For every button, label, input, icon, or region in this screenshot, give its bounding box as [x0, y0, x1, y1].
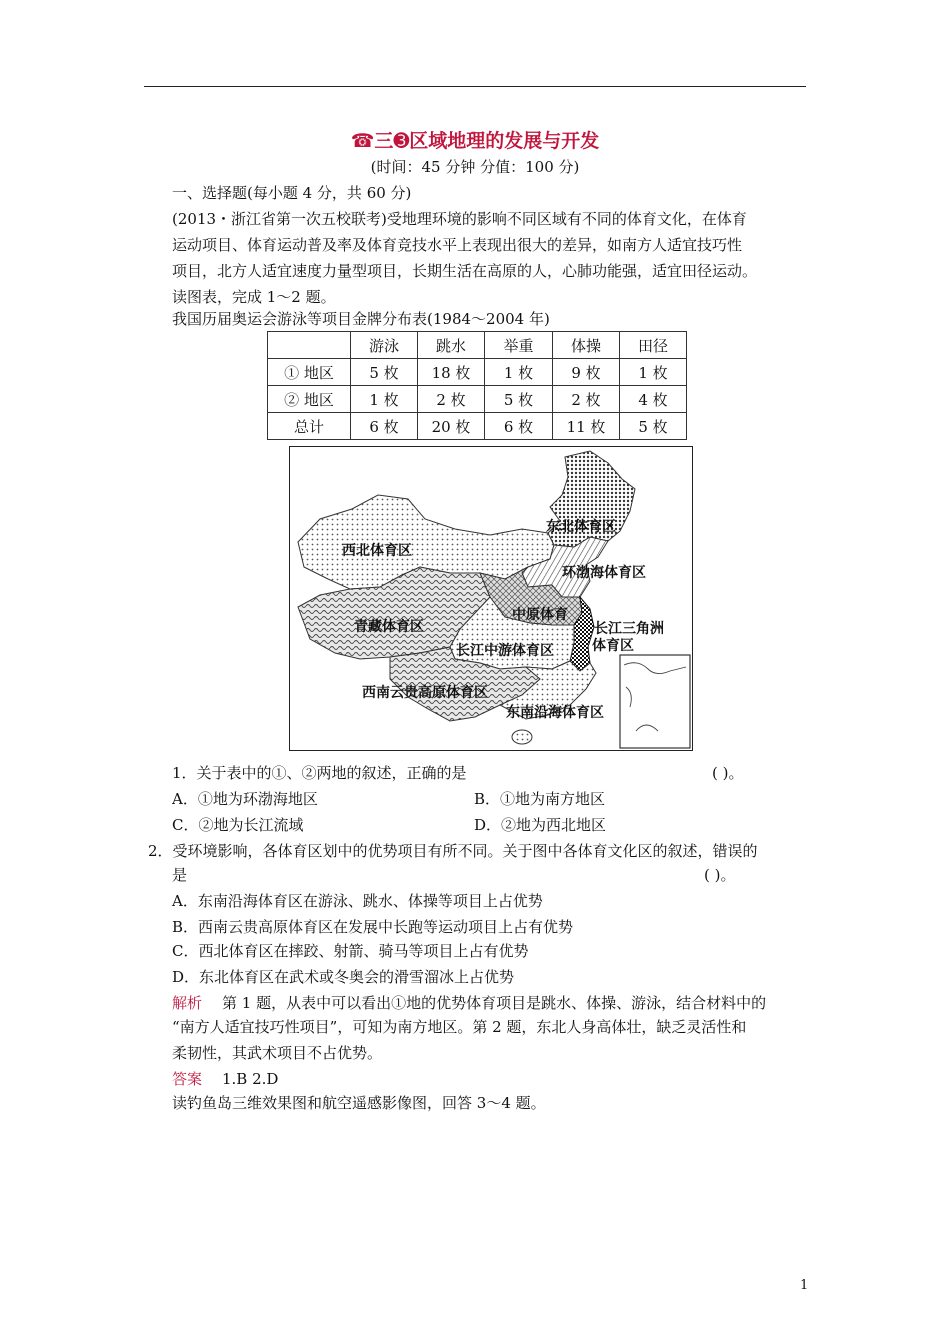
map-svg [290, 447, 692, 750]
table-header-cell [268, 332, 351, 359]
label-yangtze-mid: 长江中游体育区 [456, 643, 554, 659]
section-heading: 一、选择题(每小题 4 分，共 60 分) [172, 184, 412, 202]
q2-option-a: A．东南沿海体育区在游泳、跳水、体操等项目上占优势 [172, 892, 543, 910]
q1-option-b: B．①地为南方地区 [474, 790, 606, 808]
table-cell: 1 枚 [620, 359, 687, 386]
intro-line: (2013・浙江省第一次五校联考)受地理环境的影响不同区域有不同的体育文化，在体育 [172, 210, 747, 228]
table-cell: 5 枚 [620, 413, 687, 440]
header-rule [144, 86, 806, 87]
table-cell: 20 枚 [418, 413, 485, 440]
label-yangtze-delta-2: 体育区 [592, 638, 634, 654]
q1-answer-blank: ( )。 [712, 764, 744, 782]
next-prompt: 读钓鱼岛三维效果图和航空遥感影像图，回答 3～4 题。 [172, 1094, 546, 1112]
label-southeast: 东南沿海体育区 [506, 705, 604, 721]
table-cell: 总计 [268, 413, 351, 440]
intro-line: 项目，北方人适宜速度力量型项目，长期生活在高原的人，心肺功能强，适宜田径运动。 [172, 262, 758, 280]
table-header-cell: 田径 [620, 332, 687, 359]
table-cell: 18 枚 [418, 359, 485, 386]
table-cell: 6 枚 [485, 413, 553, 440]
label-southwest: 西南云贵高原体育区 [362, 685, 488, 701]
q2-option-d: D．东北体育区在武术或冬奥会的滑雪溜冰上占优势 [172, 968, 515, 986]
sports-region-map [289, 446, 693, 751]
q1-option-c: C．②地为长江流域 [172, 816, 304, 834]
table-caption: 我国历届奥运会游泳等项目金牌分布表(1984～2004 年) [172, 310, 550, 328]
table-header-cell: 举重 [485, 332, 553, 359]
time-score-info: (时间：45 分钟 分值：100 分) [370, 158, 580, 176]
label-qingzang: 青藏体育区 [354, 619, 424, 635]
label-northwest: 西北体育区 [342, 543, 412, 559]
table-header-cell: 游泳 [351, 332, 418, 359]
q1-stem: 1．关于表中的①、②两地的叙述，正确的是 [172, 764, 467, 782]
table-cell: 9 枚 [553, 359, 620, 386]
q1-option-d: D．②地为西北地区 [474, 816, 607, 834]
table-row [268, 359, 687, 386]
hainan-island [512, 730, 532, 744]
label-central-plain: 中原体育 [512, 607, 568, 623]
table-cell: 4 枚 [620, 386, 687, 413]
q2-answer-blank: ( )。 [704, 866, 736, 884]
label-northeast: 东北体育区 [546, 519, 616, 535]
table-cell: 2 枚 [553, 386, 620, 413]
label-bohai: 环渤海体育区 [562, 565, 646, 581]
analysis-line: “南方人适宜技巧性项目”，可知为南方地区。第 2 题，东北人身高体壮，缺乏灵活性和 [172, 1018, 747, 1036]
table-cell: 1 枚 [351, 386, 418, 413]
table-header-cell: 体操 [553, 332, 620, 359]
q1-option-a: A．①地为环渤海地区 [172, 790, 318, 808]
table-header-cell: 跳水 [418, 332, 485, 359]
page-number: 1 [800, 1278, 809, 1293]
medal-table [267, 331, 687, 440]
table-cell: 11 枚 [553, 413, 620, 440]
q2-option-c: C．西北体育区在摔跤、射箭、骑马等项目上占有优势 [172, 942, 529, 960]
table-row [268, 386, 687, 413]
table-cell: 1 枚 [485, 359, 553, 386]
intro-line: 运动项目、体育运动普及率及体育竞技水平上表现出很大的差异，如南方人适宜技巧性 [172, 236, 743, 254]
table-cell: 5 枚 [485, 386, 553, 413]
label-yangtze-delta: 长江三角洲 [594, 621, 664, 637]
q2-stem: 2．受环境影响，各体育区划中的优势项目有所不同。关于图中各体育文化区的叙述，错误的 [148, 842, 758, 860]
analysis-label: 解析 [172, 994, 203, 1012]
answer-text: 1.B 2.D [222, 1070, 279, 1088]
analysis-line: 柔韧性，其武术项目不占优势。 [172, 1044, 383, 1062]
table-cell: 2 枚 [418, 386, 485, 413]
answer-label: 答案 [172, 1070, 203, 1088]
table-cell: 5 枚 [351, 359, 418, 386]
table-header-row [268, 332, 687, 359]
table-row [268, 413, 687, 440]
q2-option-b: B．西南云贵高原体育区在发展中长跑等运动项目上占有优势 [172, 918, 574, 936]
analysis-line: 第 1 题，从表中可以看出①地的优势体育项目是跳水、体操、游泳，结合材料中的 [222, 994, 767, 1012]
table-cell: 6 枚 [351, 413, 418, 440]
q2-stem-cont: 是 [172, 866, 188, 884]
table-cell: ① 地区 [268, 359, 351, 386]
intro-line: 读图表，完成 1～2 题。 [172, 288, 336, 306]
page-title: ☎三➌区域地理的发展与开发 [350, 130, 600, 152]
table-cell: ② 地区 [268, 386, 351, 413]
